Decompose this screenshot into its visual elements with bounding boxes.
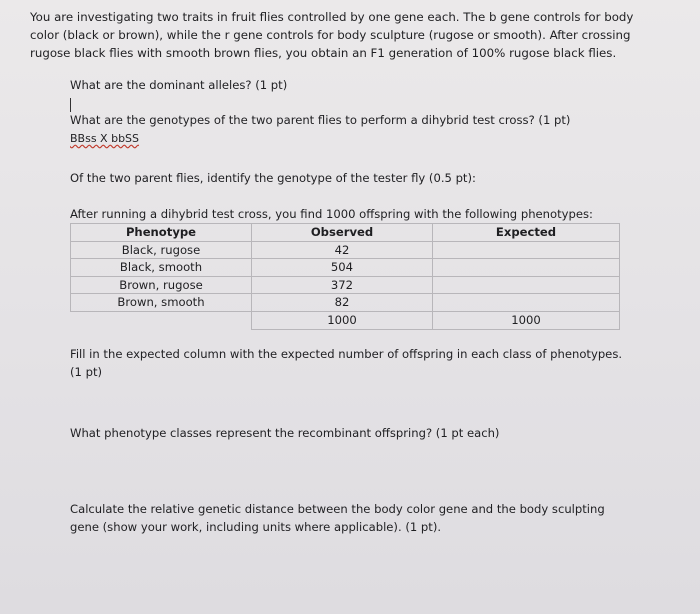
header-expected: Expected xyxy=(433,224,620,242)
cell-phenotype: Brown, smooth xyxy=(71,294,252,312)
question-test-cross-intro: After running a dihybrid test cross, you find 1000 offspring with the following phenotypes: xyxy=(70,207,593,221)
intro-line-2: color (black or brown), while the r gene controls for body sculpture (rugose or smooth). After crossing xyxy=(30,28,631,42)
question-line-2: gene (show your work, including units where applicable). (1 pt). xyxy=(70,520,442,534)
cell-phenotype: Brown, rugose xyxy=(71,276,252,294)
question-tester-genotype: Of the two parent flies, identify the genotype of the tester fly (0.5 pt): xyxy=(70,171,476,185)
cell-observed: 372 xyxy=(252,276,433,294)
cell-observed: 82 xyxy=(252,294,433,312)
answer-text: BBss X bbSS xyxy=(70,132,140,145)
question-parent-genotypes: What are the genotypes of the two parent flies to perform a dihybrid test cross? (1 pt) xyxy=(70,113,571,127)
cell-blank xyxy=(71,311,252,329)
cell-observed: 42 xyxy=(252,241,433,259)
cell-expected[interactable] xyxy=(433,276,620,294)
question-dominant-alleles: What are the dominant alleles? (1 pt) xyxy=(70,78,288,92)
question-recombinant-classes: What phenotype classes represent the recombinant offspring? (1 pt each) xyxy=(70,426,500,440)
answer-parent-genotypes xyxy=(70,130,139,148)
cell-expected[interactable] xyxy=(433,241,620,259)
cell-total-expected: 1000 xyxy=(433,311,620,329)
table-row xyxy=(71,294,620,312)
question-line-2: (1 pt) xyxy=(70,365,103,379)
question-line-1: Fill in the expected column with the expected number of offspring in each class of phenotypes. xyxy=(70,347,623,361)
phenotype-table xyxy=(70,223,620,330)
intro-line-3: rugose black flies with smooth brown flies, you obtain an F1 generation of 100% rugose black flies. xyxy=(30,46,617,60)
table-total-row xyxy=(71,311,620,329)
text-cursor xyxy=(70,98,71,112)
header-phenotype: Phenotype xyxy=(71,224,252,242)
cell-total-observed: 1000 xyxy=(252,311,433,329)
cell-phenotype: Black, smooth xyxy=(71,259,252,277)
question-genetic-distance xyxy=(70,500,605,536)
cell-expected[interactable] xyxy=(433,259,620,277)
cell-phenotype: Black, rugose xyxy=(71,241,252,259)
table-row xyxy=(71,241,620,259)
intro-paragraph xyxy=(30,8,633,62)
intro-line-1: You are investigating two traits in fruit flies controlled by one gene each. The b gene controls for body xyxy=(30,10,634,24)
question-fill-expected xyxy=(70,345,622,381)
table-row xyxy=(71,276,620,294)
cell-observed: 504 xyxy=(252,259,433,277)
question-line-1: Calculate the relative genetic distance between the body color gene and the body sculpting xyxy=(70,502,605,516)
table-row xyxy=(71,259,620,277)
table-header-row xyxy=(71,224,620,242)
cell-expected[interactable] xyxy=(433,294,620,312)
header-observed: Observed xyxy=(252,224,433,242)
